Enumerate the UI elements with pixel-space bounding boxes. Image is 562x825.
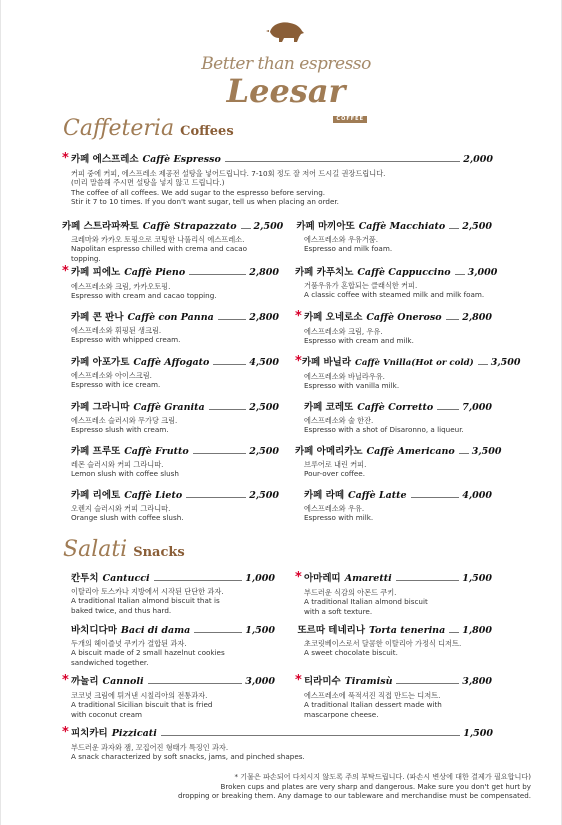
menu-item-macchiato	[296, 218, 492, 254]
menu-item-vanilla	[295, 354, 521, 391]
menu-item-oneroso	[295, 309, 492, 346]
menu-item-cannoli	[62, 673, 275, 719]
menu-item-panna	[71, 309, 279, 345]
brand-badge: COFFEE	[333, 116, 367, 123]
item-description: 두개의 헤이즐넛 쿠키가 결합된 과자. A biscuit made of 2 small hazelnut cookies sandwiched together.	[71, 639, 225, 667]
leader-line	[446, 319, 460, 320]
leader-line	[209, 409, 247, 410]
item-name-korean: 피치카티	[71, 728, 108, 739]
item-name-korean: 카페 피에노	[71, 267, 121, 278]
item-description: 커피 중에 커피, 에스프레소 제공전 설탕을 넣어드립니다. 7-10회 정도 잘 저어 드시길 권장드립니다. (미리 말씀해 주시면 설탕을 넣지 않고 드립니다.) The coffee of all coffees. We add sugar to the espresso before serving. Stir it 7 to 10 times. If you don't want sugar, tell us when placing an order.	[71, 169, 386, 207]
leader-line	[194, 632, 242, 633]
recommended-star-icon: *	[62, 151, 69, 166]
item-description: 에스프레소와 아이스크림. Espresso with ice cream.	[71, 371, 161, 390]
section-title: Snacks	[133, 545, 185, 560]
item-price: 1,800	[462, 625, 492, 636]
leader-line	[218, 319, 246, 320]
item-name-english: Caffè Oneroso	[366, 312, 442, 323]
menu-item-baci-di-dama	[71, 622, 275, 667]
item-price: 3,500	[471, 446, 502, 457]
item-description: 초코릿베이스로서 달콤한 이탈리아 가정식 디저트. A sweet chocolate biscuit.	[304, 639, 462, 658]
item-price: 1,500	[245, 625, 275, 636]
menu-item-frutto	[71, 443, 279, 479]
menu-item-tiramisu	[295, 673, 492, 719]
item-name-korean: 카페 마끼아또	[296, 221, 355, 232]
item-name-english: Tiramisù	[344, 676, 393, 687]
item-name-korean: 카페 에스프레소	[71, 154, 139, 165]
item-description: 거품우유가 혼합되는 클래식한 커피. A classic coffee with steamed milk and milk foam.	[304, 281, 485, 300]
leader-line	[161, 735, 460, 736]
item-description: 에스프레소 슬러시와 무가당 크림. Espresso slush with cream.	[71, 416, 178, 435]
item-description: 에스프레소와 우유. Espresso with milk.	[304, 504, 374, 523]
leader-line	[459, 453, 469, 454]
item-description: 부드러운 식감의 아몬드 쿠키. A traditional Italian almond biscuit with a soft texture.	[304, 588, 428, 616]
item-price: 2,500	[249, 446, 279, 457]
item-name-korean: 카페 카푸치노	[295, 267, 354, 278]
item-description: 레몬 슬러시와 커피 그라니따. Lemon slush with coffee slush	[71, 460, 179, 479]
menu-item-strapazzato	[62, 218, 284, 263]
item-name-korean: 카페 프루또	[71, 446, 121, 457]
item-price: 2,500	[249, 402, 279, 413]
item-price: 2,500	[249, 490, 279, 501]
menu-item-torta-tenerina	[297, 622, 492, 658]
item-name-english: Caffè Cappuccino	[357, 267, 451, 278]
item-description: 에스프레소와 크림, 우유. Espresso with cream and milk.	[304, 327, 414, 346]
menu-item-cantucci	[71, 570, 275, 615]
section-heading-coffees	[63, 116, 234, 141]
item-price: 3,500	[490, 357, 521, 368]
item-name-korean: 아마레띠	[304, 573, 341, 584]
item-name-english: Caffè Vnilla(Hot or cold)	[355, 358, 474, 368]
item-description: 에스프레소와 크림, 카카오토핑. Espresso with cream and cacao topping.	[71, 282, 217, 301]
item-description: 부드러운 과자와 잼, 꼬집어진 형태가 특징인 과자. A snack characterized by soft snacks, jams, and pinched shapes.	[71, 743, 305, 762]
item-price: 2,800	[249, 312, 279, 323]
item-price: 2,500	[253, 221, 284, 232]
menu-item-pieno	[62, 264, 279, 301]
menu-item-corretto	[304, 399, 492, 435]
menu-item-espresso	[62, 151, 493, 207]
menu-item-cappuccino	[295, 264, 498, 300]
recommended-star-icon: *	[295, 570, 302, 585]
item-name-english: Caffè Granita	[133, 402, 205, 413]
item-name-korean: 바치디다마	[71, 625, 117, 636]
item-name-english: Cannoli	[102, 676, 144, 687]
item-name-english: Caffè Corretto	[357, 402, 434, 413]
item-name-korean: 카페 바닐라	[301, 357, 352, 368]
item-name-korean: 카페 코레또	[304, 402, 354, 413]
item-name-english: Caffè Latte	[348, 490, 407, 501]
item-description: 에스프레소와 술 한잔. Espresso with a shot of Disaronno, a liqueur.	[304, 416, 464, 435]
recommended-star-icon: *	[62, 725, 69, 740]
item-name-english: Caffè Macchiato	[358, 221, 446, 232]
leader-line	[213, 364, 246, 365]
section-title: Coffees	[180, 124, 234, 139]
item-name-english: Pizzicati	[111, 728, 157, 739]
item-description: 코코넛 크림에 튀겨낸 시칠리아의 전통과자. A traditional Sicilian biscuit that is fried with coconut cream	[71, 691, 213, 719]
leader-line	[449, 228, 459, 229]
leader-line	[411, 497, 460, 498]
item-description: 오렌지 슬러시와 커피 그라니따. Orange slush with coffee slush.	[71, 504, 184, 523]
brand-tagline: Better than espresso	[201, 54, 371, 74]
wild-boar-icon	[266, 18, 306, 44]
recommended-star-icon: *	[295, 354, 302, 369]
section-heading-snacks	[63, 537, 185, 562]
item-price: 2,000	[463, 154, 493, 165]
item-price: 1,000	[245, 573, 275, 584]
menu-item-affogato	[71, 354, 279, 390]
leader-line	[241, 228, 251, 229]
item-name-korean: 티라미수	[304, 676, 341, 687]
leader-line	[396, 683, 459, 684]
item-description: 크레마와 카카오 토핑으로 코팅한 나풀리식 에스프레소. Napolitan espresso chilled with crema and cacao topping.	[71, 235, 247, 263]
menu-item-americano	[295, 443, 502, 479]
leader-line	[478, 364, 488, 365]
item-name-english: Caffè Lieto	[124, 490, 183, 501]
item-name-english: Caffè Strapazzato	[142, 221, 237, 232]
item-name-korean: 카페 라떼	[304, 490, 345, 501]
leader-line	[225, 161, 460, 162]
leader-line	[186, 497, 246, 498]
leader-line	[148, 683, 243, 684]
leader-line	[154, 580, 243, 581]
item-description: 에스프레소에 푹적셔진 직접 만드는 디저트. A traditional Italian dessert made with mascarpone cheese.	[304, 691, 442, 719]
menu-item-lieto	[71, 487, 279, 523]
item-description: 에스프레소와 휘핑된 생크림. Espresso with whipped cream.	[71, 326, 181, 345]
item-price: 2,800	[249, 267, 279, 278]
notice-line-english-2: dropping or breaking them. Any damage to our tableware and merchandise must be compensated.	[177, 791, 531, 801]
item-description: 이탈리아 토스카나 지방에서 시작된 단단한 과자. A traditional Italian almond biscuit that is baked twice, and thus hard.	[71, 587, 224, 615]
item-price: 3,800	[462, 676, 492, 687]
recommended-star-icon: *	[62, 673, 69, 688]
section-script-title: Salati	[63, 537, 128, 562]
item-name-english: Amaretti	[344, 573, 392, 584]
item-name-english: Baci di dama	[120, 625, 191, 636]
item-price: 4,000	[462, 490, 492, 501]
item-name-english: Caffè Americano	[366, 446, 455, 457]
leader-line	[455, 274, 465, 275]
menu-item-pizzicati	[62, 725, 493, 762]
menu-item-granita	[71, 399, 279, 435]
item-name-english: Caffè Pieno	[124, 267, 186, 278]
item-price: 1,500	[462, 573, 492, 584]
recommended-star-icon: *	[295, 673, 302, 688]
leader-line	[449, 632, 459, 633]
item-name-korean: 카페 콘 판나	[71, 312, 124, 323]
item-name-english: Caffè Espresso	[142, 154, 221, 165]
menu-item-amaretti	[295, 570, 492, 616]
item-name-english: Caffè Affogato	[133, 357, 210, 368]
item-name-english: Torta tenerina	[369, 625, 446, 636]
item-description: 브루어로 내린 커피. Pour-over coffee.	[304, 460, 367, 479]
brand-name: Leesar	[226, 72, 346, 110]
leader-line	[396, 580, 460, 581]
item-price: 7,000	[462, 402, 492, 413]
item-name-korean: 까놀리	[71, 676, 99, 687]
item-name-korean: 카페 스트라파짜토	[62, 221, 139, 232]
item-price: 2,800	[462, 312, 492, 323]
item-name-korean: 칸투치	[71, 573, 99, 584]
recommended-star-icon: *	[62, 264, 69, 279]
item-price: 3,000	[245, 676, 275, 687]
item-price: 2,500	[462, 221, 492, 232]
item-price: 1,500	[463, 728, 493, 739]
breakage-notice	[11, 772, 531, 801]
item-name-korean: 카페 그라니따	[71, 402, 130, 413]
item-name-korean: 카페 아메리카노	[295, 446, 363, 457]
item-price: 4,500	[249, 357, 279, 368]
item-name-korean: 카페 아포가토	[71, 357, 130, 368]
leader-line	[437, 409, 459, 410]
item-name-english: Caffè Frutto	[124, 446, 189, 457]
leader-line	[189, 274, 246, 275]
item-name-english: Caffè con Panna	[127, 312, 214, 323]
item-description: 에스프레소와 바닐라우유. Espresso with vanilla milk.	[304, 372, 400, 391]
item-name-english: Cantucci	[102, 573, 150, 584]
leader-line	[193, 453, 247, 454]
section-script-title: Caffeteria	[63, 116, 175, 141]
menu-item-latte	[304, 487, 492, 523]
notice-line-korean: * 기물은 파손되어 다치시지 않도록 주의 부탁드립니다. (파손시 변상에 대한 결제가 필요합니다)	[234, 772, 531, 781]
brand-logo	[201, 18, 371, 122]
item-price: 3,000	[467, 267, 498, 278]
notice-line-english-1: Broken cups and plates are very sharp and dangerous. Make sure you don't get hurt by	[220, 781, 531, 791]
item-name-korean: 카페 리에토	[71, 490, 121, 501]
recommended-star-icon: *	[295, 309, 302, 324]
item-name-korean: 카페 오네로소	[304, 312, 363, 323]
item-description: 에스프레소와 우유거품. Espresso and milk foam.	[304, 235, 393, 254]
item-name-korean: 또르따 테네리나	[297, 625, 366, 636]
